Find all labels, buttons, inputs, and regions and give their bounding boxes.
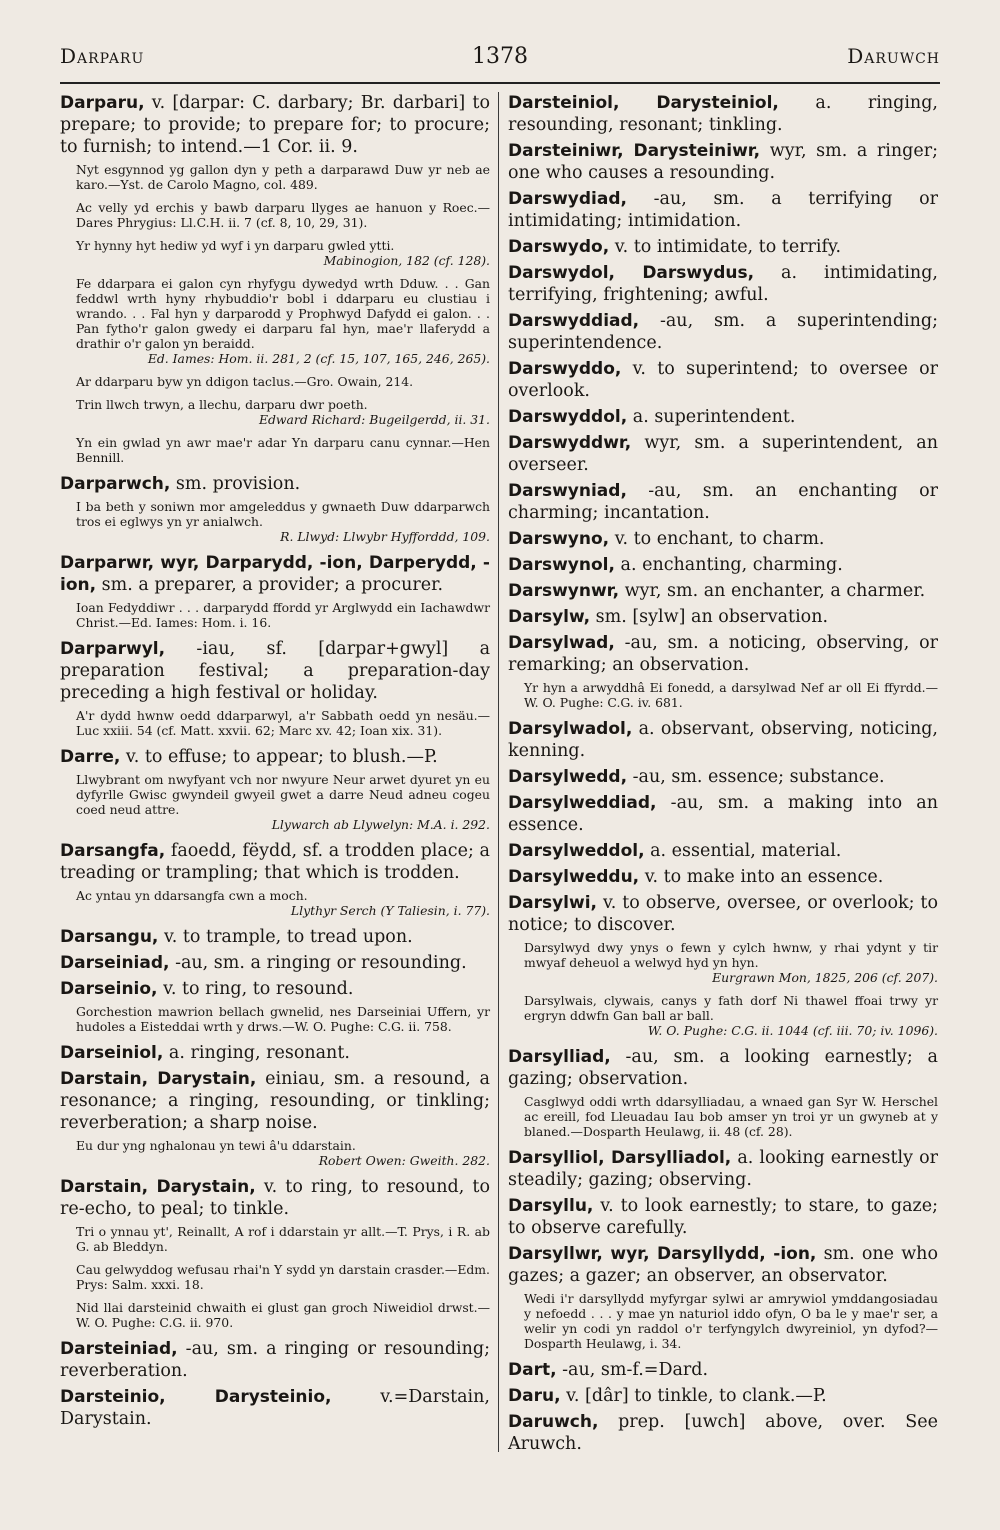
quote-text: Cau gelwyddog wefusau rhai'n Y sydd yn darstain crasder.—Edm. Prys: Salm. xxxi. 18. [76,1262,490,1292]
dictionary-entry [508,188,938,232]
entry-headword: Darsyllu, [508,1196,594,1216]
dictionary-entry [508,766,938,788]
dictionary-entry [508,580,938,602]
quote-source: Robert Owen: Gweith. 282. [318,1153,490,1168]
dictionary-entry [60,952,490,974]
entry-headword: Darsylwad, [508,633,615,653]
quote-text: Yr hyn a arwyddhâ Ei fonedd, a darsylwad Nef ar oll Ei ffyrdd.—W. O. Pughe: C.G. iv. 681. [524,680,938,710]
dictionary-entry [60,1386,490,1430]
entry-definition: -au, sm. a looking earnestly; a gazing; observation. [508,1047,938,1089]
entry-definition: v. to ring, to resound. [163,979,354,999]
dictionary-entry [508,262,938,306]
quote-text: Darsylwyd dwy ynys o fewn y cylch hwnw, y rhai ydynt y tir mwyaf deheuol a welwyd hyd yn hyn. [524,940,938,970]
dictionary-entry [60,1176,490,1220]
citation-quote [508,1291,938,1351]
dictionary-entry [60,1338,490,1382]
entry-headword: Darswynol, [508,555,615,575]
entry-definition: a. superintendent. [632,407,796,427]
entry-definition: sm. provision. [175,474,301,494]
entry-definition: wyr, sm. a ringer; one who causes a resounding. [508,141,938,183]
entry-headword: Daru, [508,1386,561,1406]
dictionary-entry [508,1385,938,1407]
entry-definition: -au, sm. a superintending; superintendence. [508,311,938,353]
entry-headword: Darstain, Darystain, [60,1177,256,1197]
entry-headword: Darswynwr, [508,581,620,601]
dictionary-entry [508,792,938,836]
quote-source: Llythyr Serch (Y Taliesin, i. 77). [290,903,490,918]
entry-headword: Darsylwedd, [508,767,628,787]
entry-headword: Darseinio, [60,979,158,999]
entry-definition: v. to trample, to tread upon. [163,927,413,947]
dictionary-entry [60,1068,490,1134]
citation-quote [60,888,490,918]
entry-headword: Darsylw, [508,607,591,627]
entry-headword: Darsylweddol, [508,841,645,861]
citation-quote [508,940,938,985]
dictionary-entry [508,1359,938,1381]
running-head [60,44,940,74]
entry-definition: a. ringing, resonant. [168,1043,350,1063]
entry-headword: Darsylliad, [508,1047,611,1067]
entry-definition: -au, sm. a noticing, observing, or remarking; an observation. [508,633,938,675]
dictionary-entry [508,554,938,576]
dictionary-entry [60,92,490,158]
dictionary-entry [60,978,490,1000]
entry-definition: a. enchanting, charming. [620,555,843,575]
dictionary-entry [60,840,490,884]
citation-quote [60,238,490,268]
dictionary-entry [508,528,938,550]
entry-definition: sm. a preparer, a provider; a procurer. [101,575,444,595]
entry-definition: wyr, sm. an enchanter, a charmer. [624,581,926,601]
entry-headword: Darswyddwr, [508,433,632,453]
entry-headword: Darswydol, Darswydus, [508,263,755,283]
dictionary-entry [508,1243,938,1287]
entry-definition: -au, sm. a terrifying or intimidating; intimidation. [508,189,938,231]
citation-quote [60,772,490,832]
entry-definition: v. to superintend; to oversee or overlook. [508,359,938,401]
entry-definition: v. [darpar: C. darbary; Br. darbari] to prepare; to provide; to prepare for; to procure; to furnish; to intend.—1 Cor. ii. 9. [60,93,490,157]
dictionary-entry [508,432,938,476]
entry-headword: Darsteiniwr, Darysteiniwr, [508,141,761,161]
entry-definition: a. essential, material. [650,841,842,861]
quote-source: W. O. Pughe: C.G. ii. 1044 (cf. iii. 70; iv. 1096). [647,1023,938,1038]
entry-headword: Darswyddiad, [508,311,640,331]
citation-quote [60,435,490,465]
dictionary-entry [60,638,490,704]
entry-headword: Darswyddo, [508,359,622,379]
entry-headword: Darsteinio, Darysteinio, [60,1387,332,1407]
entry-definition: -au, sm. essence; substance. [632,767,885,787]
dictionary-entry [508,718,938,762]
quote-text: Gorchestion mawrion bellach gwnelid, nes Darseiniai Uffern, yr hudoles a Eisteddai wrth y drws.—W. O. Pughe: C.G. ii. 758. [76,1004,490,1034]
quote-text: Wedi i'r darsyllydd myfyrgar sylwi ar amrywiol ymddangosiadau y nefoedd . . . y mae yn naturiol iddo ofyn, O ba le y mae'r ser, a welir yn codi yn raddol o'r terfyngylch dwyreiniol, yn dyfod?—Dosparth Heulawg, i. 34. [524,1291,938,1351]
entry-definition: v. to make into an essence. [644,867,884,887]
dictionary-entry [508,310,938,354]
entry-definition: v. to effuse; to appear; to blush.—P. [125,747,438,767]
entry-headword: Darsylwi, [508,893,597,913]
right-column [508,92,938,1459]
header-rule [60,82,940,84]
quote-text: Eu dur yng nghalonau yn tewi â'u ddarstain. [76,1138,356,1153]
entry-headword: Darswydiad, [508,189,627,209]
quote-source: R. Llwyd: Llwybr Hyfforddd, 109. [280,529,490,544]
entry-headword: Darsylwadol, [508,719,633,739]
running-head-left: Darparu [60,44,145,68]
quote-text: Yr hynny hyt hediw yd wyf i yn darparu gwled ytti. [76,238,395,253]
citation-quote [60,708,490,738]
quote-text: Ac velly yd erchis y bawb darparu llyges ae hanuon y Roec.—Dares Phrygius: Ll.C.H. ii. 7 (cf. 8, 10, 29, 31). [76,200,490,230]
entry-definition: v. to intimidate, to terrify. [614,237,842,257]
entry-headword: Darseiniad, [60,953,170,973]
left-column [60,92,490,1434]
citation-quote [60,162,490,192]
quote-text: Nyt esgynnod yg gallon dyn y peth a darparawd Duw yr neb ae karo.—Yst. de Carolo Magno, col. 489. [76,162,490,192]
citation-quote [60,1300,490,1330]
column-divider [498,92,499,1452]
entry-definition: -au, sm-f.=Dard. [562,1360,709,1380]
dictionary-entry [60,473,490,495]
dictionary-entry [508,406,938,428]
entry-headword: Darparwch, [60,474,171,494]
entry-headword: Darparwr, wyr, Darparydd, -ion, Darperydd, -ion, [60,553,490,595]
quote-source: Mabinogion, 182 (cf. 128). [323,253,490,268]
entry-headword: Darsylliol, Darsylliadol, [508,1148,732,1168]
entry-definition: v. [dâr] to tinkle, to clank.—P. [566,1386,827,1406]
quote-text: Darsylwais, clywais, canys y fath dorf Ni thawel ffoai trwy yr ergryn ddwfn Gan ball ar ball. [524,993,938,1023]
entry-definition: a. observant, observing, noticing, kenning. [508,719,938,761]
entry-definition: a. looking earnestly or steadily; gazing; observing. [508,1148,938,1190]
entry-definition: v. to observe, oversee, or overlook; to notice; to discover. [508,893,938,935]
dictionary-entry [508,892,938,936]
citation-quote [508,993,938,1038]
dictionary-entry [508,1411,938,1455]
entry-definition: wyr, sm. a superintendent, an overseer. [508,433,938,475]
citation-quote [60,1138,490,1168]
dictionary-entry [508,866,938,888]
quote-source: Llywarch ab Llywelyn: M.A. i. 292. [271,817,490,832]
quote-source: Eurgrawn Mon, 1825, 206 (cf. 207). [712,970,938,985]
entry-headword: Darswydo, [508,237,610,257]
dictionary-entry [508,140,938,184]
citation-quote [60,1004,490,1034]
entry-definition: -au, sm. a making into an essence. [508,793,938,835]
citation-quote [60,397,490,427]
entry-definition: -au, sm. a ringing or resounding; reverberation. [60,1339,490,1381]
entry-headword: Darswyniad, [508,481,627,501]
entry-headword: Darseiniol, [60,1043,164,1063]
entry-headword: Darswyno, [508,529,610,549]
quote-text: Trin llwch trwyn, a llechu, darparu dwr poeth. [76,397,368,412]
entry-headword: Darre, [60,747,121,767]
dictionary-entry [508,1046,938,1090]
citation-quote [508,680,938,710]
dictionary-entry [508,840,938,862]
entry-definition: a. ringing, resounding, resonant; tinkling. [508,93,938,135]
citation-quote [60,200,490,230]
entry-headword: Dart, [508,1360,557,1380]
citation-quote [60,276,490,366]
entry-definition: prep. [uwch] above, over. See Aruwch. [508,1412,938,1454]
quote-source: Ed. Iames: Hom. ii. 281, 2 (cf. 15, 107, 165, 246, 265). [147,351,490,366]
citation-quote [60,600,490,630]
entry-headword: Darsylweddiad, [508,793,657,813]
citation-quote [60,374,490,389]
dictionary-entry [508,1195,938,1239]
quote-source: Edward Richard: Bugeilgerdd, ii. 31. [258,412,490,427]
citation-quote [60,1262,490,1292]
entry-headword: Darsyllwr, wyr, Darsyllydd, -ion, [508,1244,817,1264]
entry-definition: -iau, sf. [darpar+gwyl] a preparation festival; a preparation-day preceding a high festival or holiday. [60,639,490,703]
dictionary-entry [508,606,938,628]
entry-headword: Darparu, [60,93,145,113]
citation-quote [60,1224,490,1254]
entry-definition: -au, sm. an enchanting or charming; incantation. [508,481,938,523]
entry-definition: v. to ring, to resound, to re-echo, to peal; to tinkle. [60,1177,490,1219]
running-head-right: Daruwch [847,44,940,68]
dictionary-entry [508,92,938,136]
entry-headword: Darsangu, [60,927,159,947]
entry-definition: einiau, sm. a resound, a resonance; a ringing, resounding, or tinkling; reverberation; a sharp noise. [60,1069,490,1133]
entry-headword: Darswyddol, [508,407,628,427]
dictionary-entry [60,1042,490,1064]
entry-headword: Daruwch, [508,1412,599,1432]
entry-definition: v. to enchant, to charm. [614,529,825,549]
quote-text: Nid llai darsteinid chwaith ei glust gan groch Niweidiol drwst.—W. O. Pughe: C.G. ii. 970. [76,1300,490,1330]
entry-definition: v.=Darstain, Darystain. [60,1387,490,1429]
dictionary-entry [60,746,490,768]
entry-definition: -au, sm. a ringing or resounding. [175,953,467,973]
entry-headword: Darsteiniad, [60,1339,178,1359]
dictionary-entry [60,926,490,948]
entry-definition: sm. one who gazes; a gazer; an observer, an observator. [508,1244,938,1286]
quote-text: Yn ein gwlad yn awr mae'r adar Yn darparu canu cynnar.—Hen Bennill. [76,435,490,465]
entry-definition: v. to look earnestly; to stare, to gaze; to observe carefully. [508,1196,938,1238]
quote-text: Casglwyd oddi wrth ddarsylliadau, a wnaed gan Syr W. Herschel ac ereill, fod Lleuadau Iau bob amser yn troi yr un gwyneb at y blaned.—Dosparth Heulawg, ii. 48 (cf. 28). [524,1094,938,1139]
entry-headword: Darsangfa, [60,841,166,861]
entry-definition: faoedd, fëydd, sf. a trodden place; a treading or trampling; that which is trodden. [60,841,490,883]
quote-text: Llwybrant om nwyfyant vch nor nwyure Neur arwet dyuret yn eu dyfyrlle Gwisc gwyndeil gwyeil gwet a darre Neud adneu cogeu coed neud attre. [76,772,490,817]
citation-quote [60,499,490,544]
quote-text: A'r dydd hwnw oedd ddarparwyl, a'r Sabbath oedd yn nesäu.—Luc xxiii. 54 (cf. Matt. xxvii. 62; Marc xv. 42; Ioan xix. 31). [76,708,490,738]
dictionary-entry [508,236,938,258]
quote-text: I ba beth y soniwn mor amgeleddus y gwnaeth Duw ddarparwch tros ei eglwys yn yr anialwch. [76,499,490,529]
citation-quote [508,1094,938,1139]
entry-headword: Darsylweddu, [508,867,640,887]
quote-text: Fe ddarpara ei galon cyn rhyfygu dywedyd wrth Dduw. . . Gan feddwl wrth hyny rhybuddio'r bobl i ddarparu eu clustiau i wrando. . . Fal hyn y darparodd y Prophwyd Dafydd ei galon. . . Pan fytho'r galon gwedy ei darparu fal hyn, mae'r llaferydd a drathir o'r galon yn beraidd. [76,276,490,351]
entry-headword: Darstain, Darystain, [60,1069,257,1089]
entry-headword: Darsteiniol, Darysteiniol, [508,93,779,113]
dictionary-entry [508,1147,938,1191]
dictionary-entry [508,632,938,676]
dictionary-entry [60,552,490,596]
entry-definition: a. intimidating, terrifying, frightening; awful. [508,263,938,305]
quote-text: Ac yntau yn ddarsangfa cwn a moch. [76,888,308,903]
page-number: 1378 [472,44,528,69]
entry-headword: Darparwyl, [60,639,166,659]
quote-text: Ar ddarparu byw yn ddigon taclus.—Gro. Owain, 214. [76,374,414,389]
dictionary-entry [508,480,938,524]
entry-definition: sm. [sylw] an observation. [595,607,829,627]
dictionary-entry [508,358,938,402]
quote-text: Tri o ynnau yt', Reinallt, A rof i ddarstain yr allt.—T. Prys, i R. ab G. ab Bleddyn. [76,1224,490,1254]
quote-text: Ioan Fedyddiwr . . . darparydd ffordd yr Arglwydd ein Iachawdwr Christ.—Ed. Iames: Hom. i. 16. [76,600,490,630]
